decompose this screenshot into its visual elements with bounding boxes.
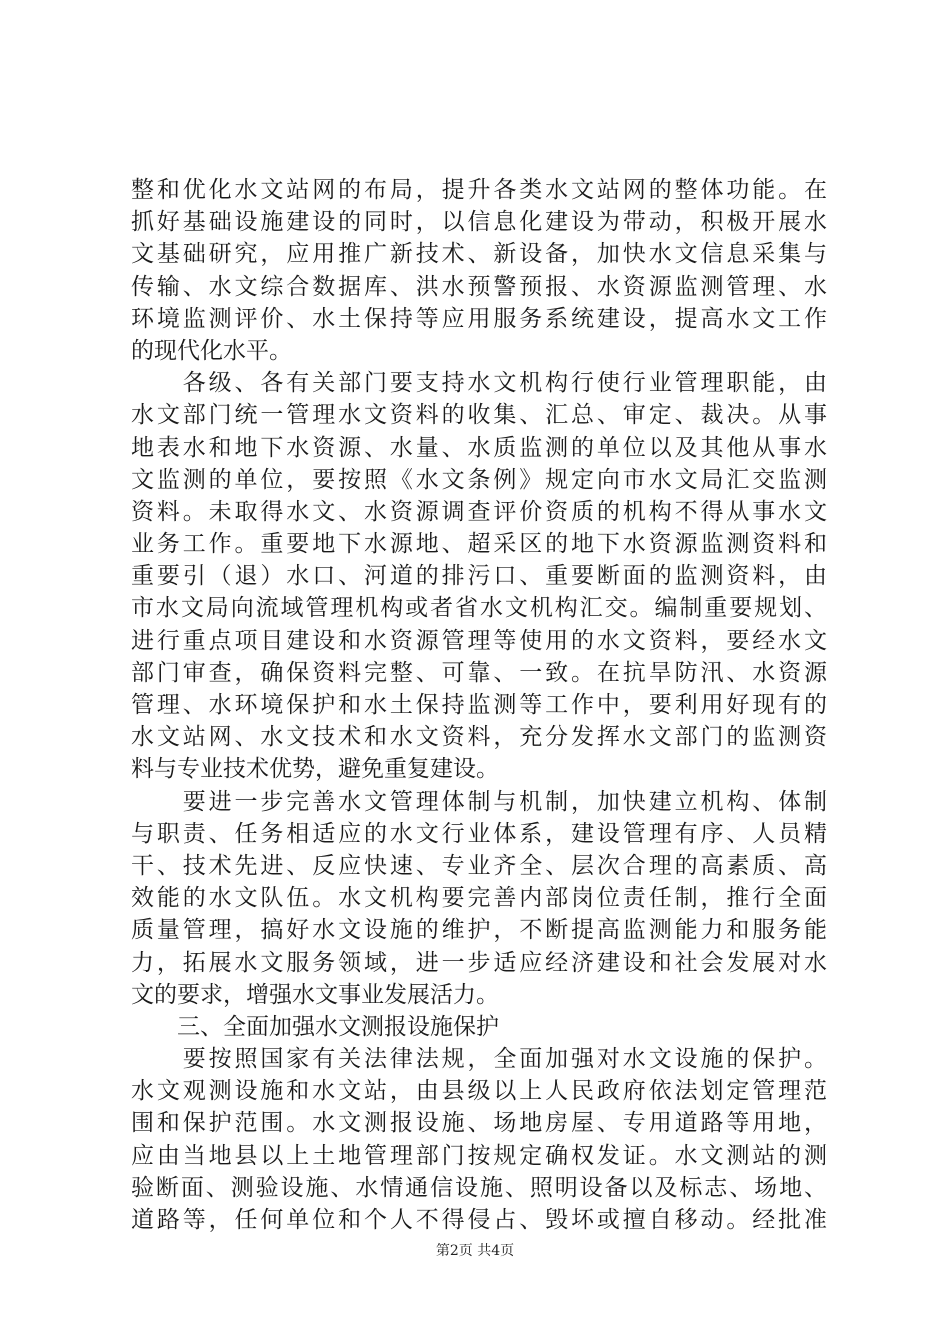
text-line: 料与专业技术优势，避免重复建设。 bbox=[131, 756, 499, 783]
text-line: 传输、水文综合数据库、洪水预警预报、水资源监测管理、水 bbox=[131, 273, 827, 300]
text-line: 重要引（退）水口、河道的排污口、重要断面的监测资料，由 bbox=[131, 563, 827, 590]
text-line: 围和保护范围。水文测报设施、场地房屋、专用道路等用地， bbox=[131, 1110, 827, 1137]
text-line: 与职责、任务相适应的水文行业体系，建设管理有序、人员精 bbox=[131, 820, 827, 847]
text-line: 整和优化水文站网的布局，提升各类水文站网的整体功能。在 bbox=[131, 177, 827, 203]
text-line: 各级、各有关部门要支持水文机构行使行业管理职能，由 bbox=[131, 370, 827, 397]
text-line: 水文观测设施和水文站，由县级以上人民政府依法划定管理范 bbox=[131, 1078, 827, 1105]
text-line: 业务工作。重要地下水源地、超采区的地下水资源监测资料和 bbox=[131, 531, 827, 558]
document-body bbox=[131, 174, 827, 1236]
text-line: 的现代化水平。 bbox=[131, 337, 292, 364]
text-line: 部门审查，确保资料完整、可靠、一致。在抗旱防汛、水资源 bbox=[131, 659, 827, 686]
text-line: 文监测的单位，要按照《水文条例》规定向市水文局汇交监测 bbox=[131, 466, 827, 493]
text-line: 环境监测评价、水土保持等应用服务系统建设，提高水文工作 bbox=[131, 305, 827, 332]
text-line: 要按照国家有关法律法规，全面加强对水文设施的保护。 bbox=[131, 1046, 827, 1073]
text-line: 水文部门统一管理水文资料的收集、汇总、审定、裁决。从事 bbox=[131, 402, 827, 429]
text-line: 进行重点项目建设和水资源管理等使用的水文资料，要经水文 bbox=[131, 627, 827, 654]
text-line: 市水文局向流域管理机构或者省水文机构汇交。编制重要规划、 bbox=[131, 595, 827, 622]
text-line: 资料。未取得水文、水资源调查评价资质的机构不得从事水文 bbox=[131, 498, 827, 525]
page-number-footer: 第2页 共4页 bbox=[435, 1243, 515, 1259]
text-line: 文的要求，增强水文事业发展活力。 bbox=[131, 981, 499, 1008]
text-line: 文基础研究，应用推广新技术、新设备，加快水文信息采集与 bbox=[131, 241, 827, 268]
text-line: 道路等，任何单位和个人不得侵占、毁坏或擅自移动。经批准 bbox=[131, 1207, 827, 1233]
text-line: 验断面、测验设施、水情通信设施、照明设备以及标志、场地、 bbox=[131, 1174, 827, 1201]
section-heading: 三、全面加强水文测报设施保护 bbox=[131, 1013, 499, 1040]
text-line: 要进一步完善水文管理体制与机制，加快建立机构、体制 bbox=[131, 788, 827, 815]
text-line: 应由当地县以上土地管理部门按规定确权发证。水文测站的测 bbox=[131, 1142, 827, 1169]
text-line: 干、技术先进、反应快速、专业齐全、层次合理的高素质、高 bbox=[131, 852, 827, 879]
text-line: 水文站网、水文技术和水文资料，充分发挥水文部门的监测资 bbox=[131, 724, 827, 751]
text-line: 地表水和地下水资源、水量、水质监测的单位以及其他从事水 bbox=[131, 434, 827, 461]
text-line: 质量管理，搞好水文设施的维护，不断提高监测能力和服务能 bbox=[131, 917, 827, 944]
text-line: 力，拓展水文服务领域，进一步适应经济建设和社会发展对水 bbox=[131, 949, 827, 976]
text-line: 管理、水环境保护和水土保持监测等工作中，要利用好现有的 bbox=[131, 692, 827, 718]
text-line: 抓好基础设施建设的同时，以信息化建设为带动，积极开展水 bbox=[131, 209, 827, 236]
text-line: 效能的水文队伍。水文机构要完善内部岗位责任制，推行全面 bbox=[131, 885, 827, 912]
